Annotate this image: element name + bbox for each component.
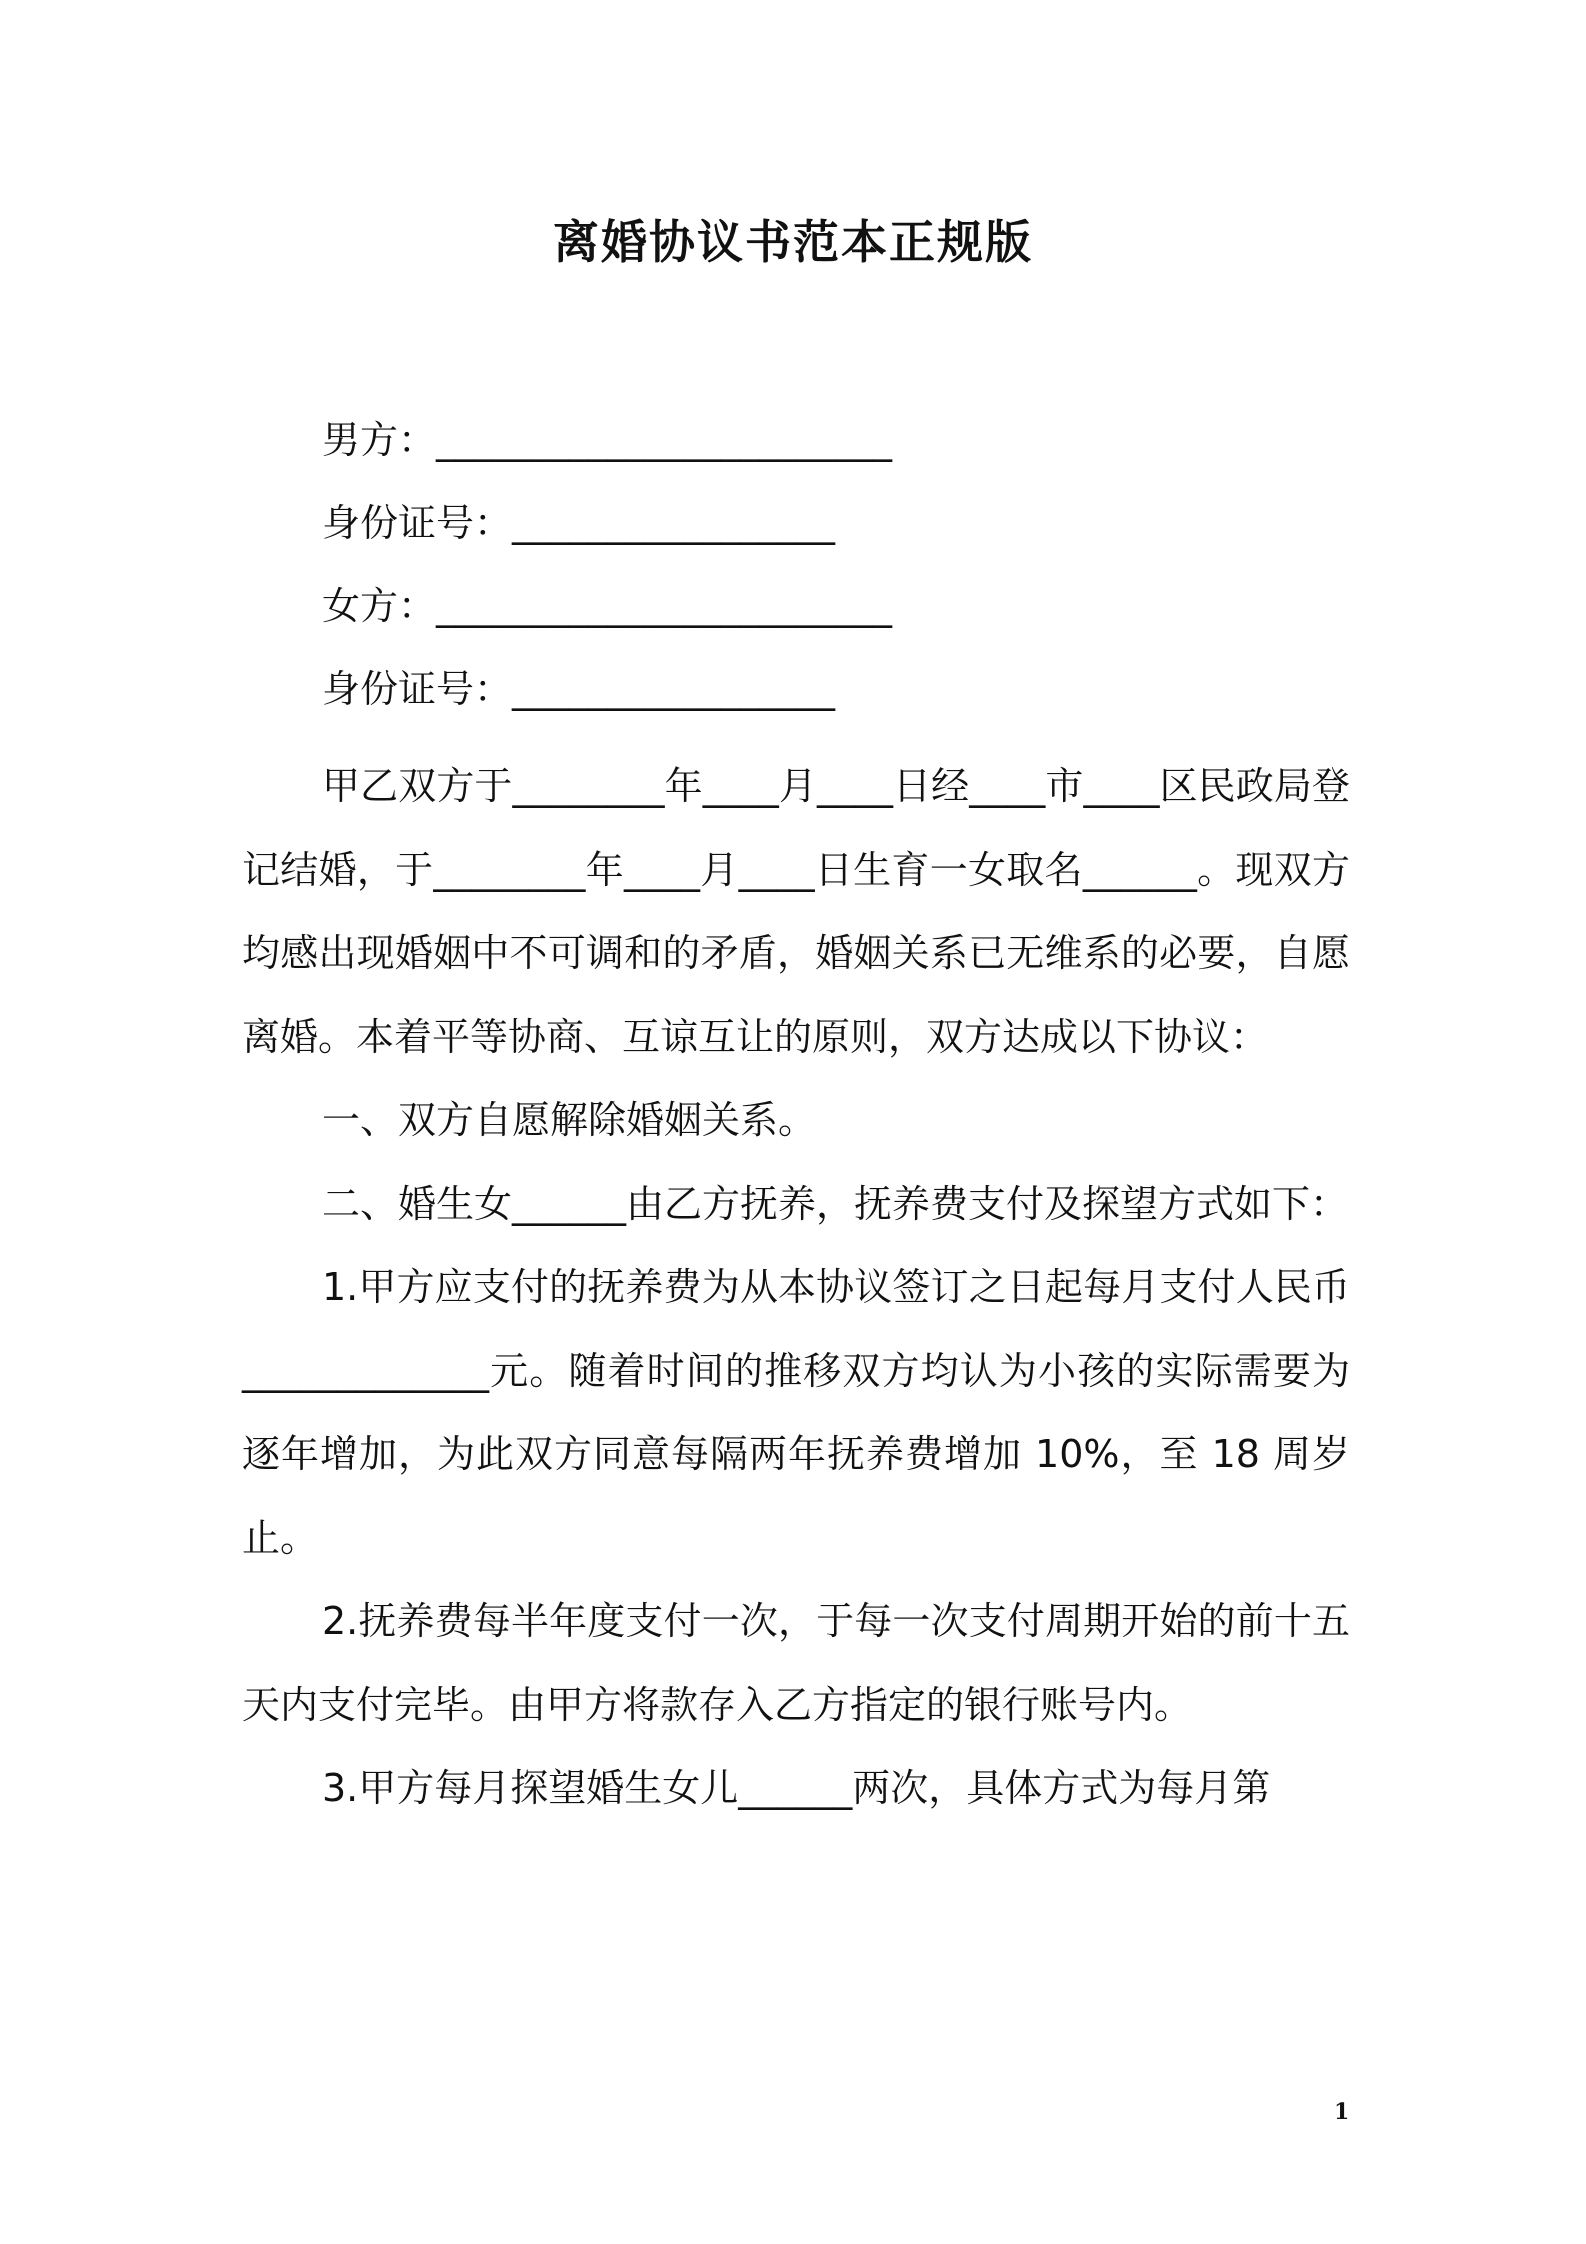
- husband-id-field: 身份证号：_________________: [322, 501, 836, 545]
- marriage-statement-paragraph: 甲乙双方于________年____月____日经____市____区民政局登记结婚，于________年____月____日生育一女取名______。现双方均感出现婚姻中不可调和的矛盾，婚姻关系已无维系的必要，自愿离婚。本着平等协商、互谅互让的原则，双方达成以下协议：: [242, 764, 1350, 1059]
- wife-field: 女方：________________________: [322, 584, 893, 628]
- page-number: 1: [1334, 2099, 1350, 2125]
- agreement-body: [242, 745, 1350, 1831]
- clause-two-paragraph: 二、婚生女______由乙方抚养，抚养费支付及探望方式如下：: [322, 1181, 1349, 1226]
- child-support-payment-paragraph: 2.抚养费每半年度支付一次，于每一次支付周期开始的前十五天内支付完毕。由甲方将款存入乙方指定的银行账号内。: [242, 1599, 1350, 1727]
- husband-field: 男方：________________________: [322, 418, 893, 462]
- clause-one-paragraph: 一、双方自愿解除婚姻关系。: [322, 1098, 817, 1142]
- visitation-paragraph: 3.甲方每月探望婚生女儿______两次，具体方式为每月第: [322, 1766, 1271, 1810]
- wife-id-field: 身份证号：_________________: [322, 667, 836, 711]
- child-support-amount-paragraph: 1.甲方应支付的抚养费为从本协议签订之日起每月支付人民币_____________元。随着时间的推移双方均认为小孩的实际需要为逐年增加，为此双方同意每隔两年抚养费增加 10%，至 18 周岁止。: [242, 1265, 1350, 1560]
- document-title: 离婚协议书范本正规版: [553, 215, 1033, 269]
